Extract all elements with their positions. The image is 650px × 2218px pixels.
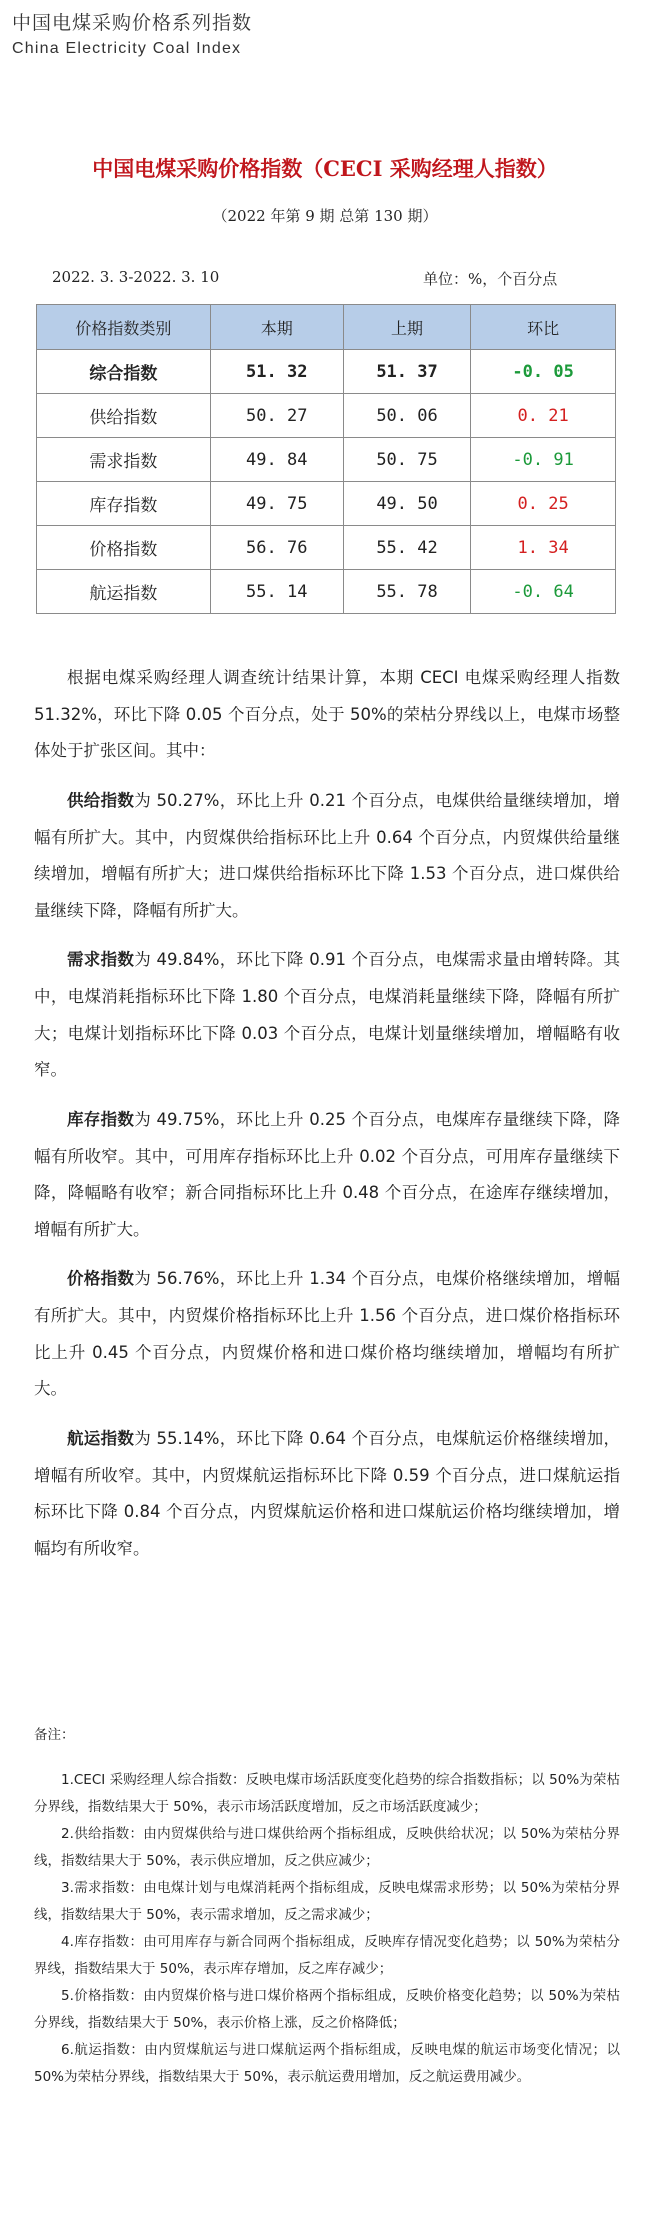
paragraph-text: 为 49.84%，环比下降 0.91 个百分点，电煤需求量由增转降。其中，电煤消耗指标环比下降 1.80 个百分点，电煤消耗量继续下降，降幅有所扩大；电煤计划指标环比下降 0.03 个百分点，电煤计划量继续增加，增幅略有收窄。 <box>34 950 620 1080</box>
current-value-cell: 49. 75 <box>210 482 343 526</box>
previous-value-cell: 55. 42 <box>343 526 470 570</box>
note-item: 6.航运指数：由内贸煤航运与进口煤航运两个指标组成，反映电煤的航运市场变化情况；以 50%为荣枯分界线，指数结果大于 50%，表示航运费用增加，反之航运费用减少。 <box>34 2042 620 2085</box>
index-term: 需求指数 <box>67 950 135 970</box>
analysis-paragraph <box>34 783 620 930</box>
column-header-previous: 上期 <box>343 305 470 350</box>
note-item: 3.需求指数：由电煤计划与电煤消耗两个指标组成，反映电煤需求形势；以 50%为荣枯分界线，指数结果大于 50%，表示需求增加，反之需求减少； <box>34 1880 620 1923</box>
report-title: 中国电煤采购价格指数（CECI 采购经理人指数） <box>92 156 558 181</box>
current-value-cell: 51. 32 <box>210 350 343 394</box>
unit-label: 单位：%，个百分点 <box>423 270 558 288</box>
change-value-cell: 0. 21 <box>471 394 616 438</box>
analysis-text <box>34 660 620 1580</box>
index-name-cell: 需求指数 <box>37 438 211 482</box>
current-value-cell: 50. 27 <box>210 394 343 438</box>
analysis-paragraph <box>34 1102 620 1249</box>
change-value-cell: 0. 25 <box>471 482 616 526</box>
analysis-paragraph <box>34 1421 620 1568</box>
change-value-cell: -0. 91 <box>471 438 616 482</box>
table-row <box>37 526 616 570</box>
table-row <box>37 394 616 438</box>
column-header-current: 本期 <box>210 305 343 350</box>
intro-paragraph: 根据电煤采购经理人调查统计结果计算，本期 CECI 电煤采购经理人指数 51.32%，环比下降 0.05 个百分点，处于 50%的荣枯分界线以上，电煤市场整体处于扩张区间。其中： <box>34 668 620 761</box>
current-value-cell: 56. 76 <box>210 526 343 570</box>
table-row <box>37 482 616 526</box>
column-header-category: 价格指数类别 <box>37 305 211 350</box>
index-term: 航运指数 <box>67 1428 135 1448</box>
table-row <box>37 350 616 394</box>
note-item: 1.CECI 采购经理人综合指数：反映电煤市场活跃度变化趋势的综合指数指标；以 50%为荣枯分界线，指数结果大于 50%，表示市场活跃度增加，反之市场活跃度减少； <box>34 1772 620 1815</box>
index-term: 库存指数 <box>67 1109 135 1129</box>
change-value-cell: -0. 05 <box>471 350 616 394</box>
table-row <box>37 570 616 614</box>
change-value-cell: -0. 64 <box>471 570 616 614</box>
table-row <box>37 438 616 482</box>
note-item: 5.价格指数：由内贸煤价格与进口煤价格两个指标组成，反映价格变化趋势；以 50%为荣枯分界线，指数结果大于 50%，表示价格上涨，反之价格降低； <box>34 1988 620 2031</box>
notes-heading: 备注： <box>34 1727 75 1743</box>
paragraph-text: 为 50.27%，环比上升 0.21 个百分点，电煤供给量继续增加，增幅有所扩大。其中，内贸煤供给指标环比上升 0.64 个百分点，内贸煤供给量继续增加，增幅有所扩大；进口煤供给指标环比下降 1.53 个百分点，进口煤供给量继续下降，降幅有所扩大。 <box>34 790 620 920</box>
current-value-cell: 49. 84 <box>210 438 343 482</box>
note-item: 4.库存指数：由可用库存与新合同两个指标组成，反映库存情况变化趋势；以 50%为荣枯分界线，指数结果大于 50%，表示库存增加，反之库存减少； <box>34 1934 620 1977</box>
notes-section <box>34 1722 620 2091</box>
change-value-cell: 1. 34 <box>471 526 616 570</box>
date-range: 2022. 3. 3-2022. 3. 10 <box>52 268 220 286</box>
header-en-title: China Electricity Coal Index <box>12 40 242 57</box>
analysis-paragraph <box>34 1261 620 1408</box>
index-name-cell: 库存指数 <box>37 482 211 526</box>
previous-value-cell: 55. 78 <box>343 570 470 614</box>
previous-value-cell: 50. 75 <box>343 438 470 482</box>
paragraph-text: 为 55.14%，环比下降 0.64 个百分点，电煤航运价格继续增加，增幅有所收窄。其中，内贸煤航运指标环比下降 0.59 个百分点，进口煤航运指标环比下降 0.84 个百分点，内贸煤航运价格和进口煤航运价格均继续增加，增幅均有所收窄。 <box>34 1428 620 1558</box>
previous-value-cell: 50. 06 <box>343 394 470 438</box>
paragraph-text: 为 49.75%，环比上升 0.25 个百分点，电煤库存量继续下降，降幅有所收窄。其中，可用库存指标环比上升 0.02 个百分点，可用库存量继续下降，降幅略有收窄；新合同指标环比上升 0.48 个百分点，在途库存继续增加，增幅有所扩大。 <box>34 1109 620 1239</box>
index-name-cell: 供给指数 <box>37 394 211 438</box>
column-header-change: 环比 <box>471 305 616 350</box>
index-name-cell: 综合指数 <box>37 350 211 394</box>
index-name-cell: 航运指数 <box>37 570 211 614</box>
note-item: 2.供给指数：由内贸煤供给与进口煤供给两个指标组成，反映供给状况；以 50%为荣枯分界线，指数结果大于 50%，表示供应增加，反之供应减少； <box>34 1826 620 1869</box>
index-term: 价格指数 <box>67 1269 135 1289</box>
issue-number: （2022 年第 9 期 总第 130 期） <box>212 207 438 225</box>
index-term: 供给指数 <box>67 790 135 810</box>
index-table <box>36 304 616 614</box>
previous-value-cell: 49. 50 <box>343 482 470 526</box>
paragraph-text: 为 56.76%，环比上升 1.34 个百分点，电煤价格继续增加，增幅有所扩大。其中，内贸煤价格指标环比上升 1.56 个百分点，进口煤价格指标环比上升 0.45 个百分点，内贸煤价格和进口煤价格均继续增加，增幅均有所扩大。 <box>34 1269 620 1399</box>
previous-value-cell: 51. 37 <box>343 350 470 394</box>
header-cn-title: 中国电煤采购价格系列指数 <box>12 12 253 34</box>
index-name-cell: 价格指数 <box>37 526 211 570</box>
table-header-row <box>37 305 616 350</box>
analysis-paragraph <box>34 942 620 1089</box>
current-value-cell: 55. 14 <box>210 570 343 614</box>
